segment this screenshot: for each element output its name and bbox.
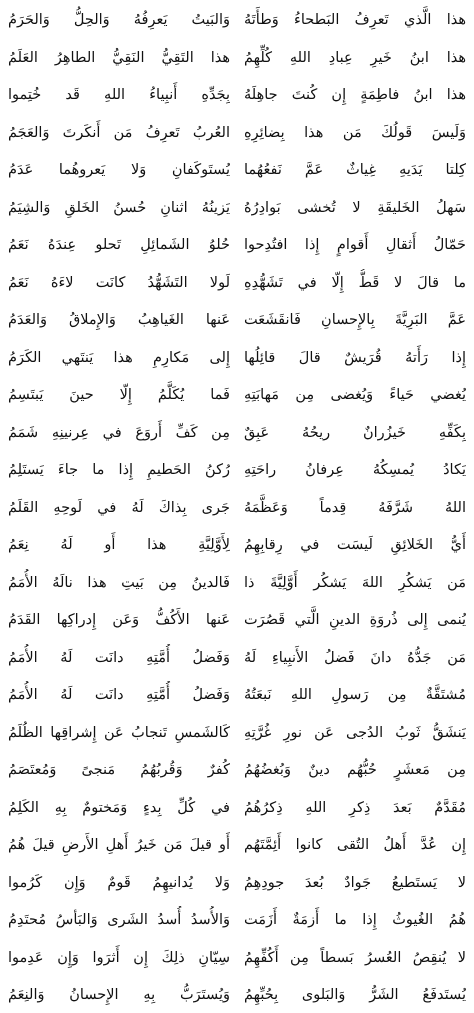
verse-first-hemistich: سَهلُ الخَليقَةِ لا تُخشى بَوادِرُهُ bbox=[244, 199, 466, 216]
verse-first-hemistich: هذا ابنُ فاطِمَةٍ إِن كُنتَ جاهِلَهُ bbox=[244, 87, 466, 103]
verse-first-hemistich: يُغضي حَياءً وَيُغضى مِن مَهابَتِهِ bbox=[244, 387, 466, 403]
verse-first-hemistich: عَمَّ البَرِيَّةَ بِالإِحسانِ فَانقَشَعَت bbox=[244, 312, 466, 328]
verse-first-hemistich: يَكادُ يُمسِكُهُ عِرفانُ راحَتِهِ bbox=[244, 462, 466, 478]
verse-first-hemistich: بِكَفِّهِ خَيزُرانٌ ريحُهُ عَبِقٌ bbox=[244, 424, 466, 441]
verse-line bbox=[8, 119, 466, 147]
verse-first-hemistich: مِن مَعشَرٍ حُبُّهُم دينٌ وَبُغضُهُمُ bbox=[244, 762, 466, 778]
verse-line bbox=[8, 981, 466, 1009]
verse-second-hemistich: وَفَضلُ أُمَّتِهِ دانَت لَهُ الأُمَمُ bbox=[8, 649, 230, 666]
verse-first-hemistich: اللهُ شَرَّفَهُ قِدماً وَعَظَّمَهُ bbox=[244, 499, 466, 516]
verse-line bbox=[8, 644, 466, 672]
verse-second-hemistich: عَنها الغَياهِبُ وَالإِملاقُ وَالعَدَمُ bbox=[8, 312, 230, 328]
verse-line bbox=[8, 269, 466, 297]
verse-second-hemistich: وَالأُسدُ أُسدُ الشَرى وَالبَأسُ مُحتَدِمُ bbox=[8, 912, 230, 928]
verse-second-hemistich: يَزينُهُ اثنانِ حُسنُ الخَلقِ وَالشِيَمُ bbox=[8, 199, 230, 216]
verse-line bbox=[8, 569, 466, 597]
verse-line bbox=[8, 419, 466, 447]
verse-first-hemistich: مَن جَدُّهُ دانَ فَضلُ الأَنبِياءِ لَهُ bbox=[244, 649, 466, 666]
verse-second-hemistich: فَما يُكَلَّمُ إِلّا حينَ يَبتَسِمُ bbox=[8, 387, 230, 403]
verse-first-hemistich: مُقَدَّمٌ بَعدَ ذِكرِ اللهِ ذِكرُهُمُ bbox=[244, 799, 466, 816]
verse-line bbox=[8, 719, 466, 747]
verse-line bbox=[8, 231, 466, 259]
verse-second-hemistich: وَلا يُدانيهِمُ قَومٌ وَإِن كَرُموا bbox=[8, 874, 230, 891]
verse-line bbox=[8, 344, 466, 372]
verse-second-hemistich: وَفَضلُ أُمَّتِهِ دانَت لَهُ الأُمَمُ bbox=[8, 687, 230, 703]
verse-second-hemistich: العُربُ تَعرِفُ مَن أَنكَرتَ وَالعَجَمُ bbox=[8, 124, 230, 141]
verse-second-hemistich: يُستَوكَفانِ وَلا يَعروهُما عَدَمُ bbox=[8, 162, 230, 178]
verse-line bbox=[8, 794, 466, 822]
verse-second-hemistich: بِجَدِّهِ أَنبِياءُ اللهِ قَد خُتِموا bbox=[8, 87, 230, 103]
verse-second-hemistich: سِيّانِ ذلِكَ إِن أَثرَوا وَإِن عَدِموا bbox=[8, 949, 230, 966]
verse-second-hemistich: جَرى بِذاكَ لَهُ في لَوحِهِ القَلَمُ bbox=[8, 499, 230, 516]
verse-second-hemistich: مِن كَفِّ أَروَعَ في عِرنينِهِ شَمَمُ bbox=[8, 424, 230, 441]
verse-first-hemistich: لا يُنقِصُ العُسرُ بَسطاً مِن أَكُفِّهِمُ bbox=[244, 949, 466, 966]
verse-first-hemistich: ما قالَ لا قَطُّ إِلّا في تَشَهُّدِهِ bbox=[244, 274, 466, 291]
verse-line bbox=[8, 906, 466, 934]
verse-first-hemistich: هُمُ الغُيوثُ إِذا ما أَزمَةٌ أَزَمَت bbox=[244, 912, 466, 928]
verse-first-hemistich: إِن عُدَّ أَهلُ التُقى كانوا أَئِمَّتَهُم bbox=[244, 837, 466, 853]
verse-line bbox=[8, 681, 466, 709]
verse-first-hemistich: كِلتا يَدَيهِ غِياثٌ عَمَّ نَفعُهُما bbox=[244, 162, 466, 178]
verse-line bbox=[8, 944, 466, 972]
verse-line bbox=[8, 381, 466, 409]
verse-line bbox=[8, 606, 466, 634]
verse-second-hemistich: عَنها الأَكُفُّ وَعَن إِدراكِها القَدَمُ bbox=[8, 612, 230, 628]
verse-line bbox=[8, 456, 466, 484]
verse-second-hemistich: وَالبَيتُ يَعرِفُهُ وَالحِلُّ وَالحَرَمُ bbox=[8, 12, 230, 28]
verse-first-hemistich: هذا ابنُ خَيرِ عِبادِ اللهِ كُلِّهِمُ bbox=[244, 49, 466, 66]
verse-second-hemistich: إِلى مَكارِمِ هذا يَنتَهي الكَرَمُ bbox=[8, 349, 230, 366]
verse-second-hemistich: لَولا التَشَهُّدُ كانَت لاءَهُ نَعَمُ bbox=[8, 274, 230, 291]
verse-line bbox=[8, 6, 466, 34]
verse-first-hemistich: يُنمى إِلى ذُروَةِ الدينِ الَّتي قَصُرَت bbox=[244, 612, 466, 628]
verse-first-hemistich: حَمّالُ أَثقالِ أَقوامٍ إِذا افتُدِحوا bbox=[244, 237, 466, 253]
verse-line bbox=[8, 81, 466, 109]
verse-second-hemistich: في كُلِّ بِدءٍ وَمَختومٌ بِهِ الكَلِمُ bbox=[8, 799, 230, 816]
verse-second-hemistich: هذا التَقِيُّ النَقِيُّ الطاهِرُ العَلَمُ bbox=[8, 49, 230, 66]
verse-second-hemistich: لِأَوَّلِيَّةِ هذا أَو لَهُ نِعَمُ bbox=[8, 537, 230, 553]
verse-second-hemistich: فَالدينُ مِن بَيتِ هذا نالَهُ الأُمَمُ bbox=[8, 574, 230, 591]
verse-second-hemistich: رُكنُ الحَطيمِ إِذا ما جاءَ يَستَلِمُ bbox=[8, 462, 230, 478]
verse-first-hemistich: يُستَدفَعُ الشَرُّ وَالبَلوى بِحُبِّهِمُ bbox=[244, 987, 466, 1003]
verse-first-hemistich: مَن يَشكُرِ اللهَ يَشكُر أَوَّلِيَّةَ ذا bbox=[244, 574, 466, 591]
verse-first-hemistich: أَيُّ الخَلائِقِ لَيسَت في رِقابِهِمُ bbox=[244, 537, 466, 553]
verse-first-hemistich: إِذا رَأَتهُ قُرَيشٌ قالَ قائِلُها bbox=[244, 349, 466, 366]
verse-line bbox=[8, 156, 466, 184]
verse-line bbox=[8, 831, 466, 859]
verse-first-hemistich: يَنشَقُّ ثَوبُ الدُجى عَن نورِ غُرَّتِهِ bbox=[244, 724, 466, 741]
verse-first-hemistich: وَلَيسَ قَولُكَ مَن هذا بِضائِرِهِ bbox=[244, 124, 466, 141]
verse-second-hemistich: كُفرٌ وَقُربُهُمُ مَنجىً وَمُعتَصَمُ bbox=[8, 762, 230, 778]
verse-first-hemistich: لا يَستَطيعُ جَوادٌ بُعدَ جودِهِمُ bbox=[244, 874, 466, 891]
verse-second-hemistich: وَيُستَرَبُّ بِهِ الإِحسانُ وَالنِعَمُ bbox=[8, 987, 230, 1003]
verse-second-hemistich: أَو قيلَ مَن خَيرُ أَهلِ الأَرضِ قيلَ هُمُ bbox=[8, 837, 230, 853]
verse-line bbox=[8, 494, 466, 522]
verse-line bbox=[8, 44, 466, 72]
verse-line bbox=[8, 531, 466, 559]
verse-line bbox=[8, 306, 466, 334]
verse-line bbox=[8, 756, 466, 784]
verse-line bbox=[8, 194, 466, 222]
verse-line bbox=[8, 869, 466, 897]
verse-second-hemistich: حُلوُ الشَمائِلِ تَحلو عِندَهُ نَعَمُ bbox=[8, 237, 230, 253]
verse-second-hemistich: كَالشَمسِ تَنجابُ عَن إِشراقِها الظُلَمُ bbox=[8, 724, 230, 741]
verse-first-hemistich: مُشتَقَّةٌ مِن رَسولِ اللهِ نَبعَتُهُ bbox=[244, 687, 466, 703]
verse-first-hemistich: هذا الَّذي تَعرِفُ البَطحاءُ وَطأَتَهُ bbox=[244, 12, 466, 28]
